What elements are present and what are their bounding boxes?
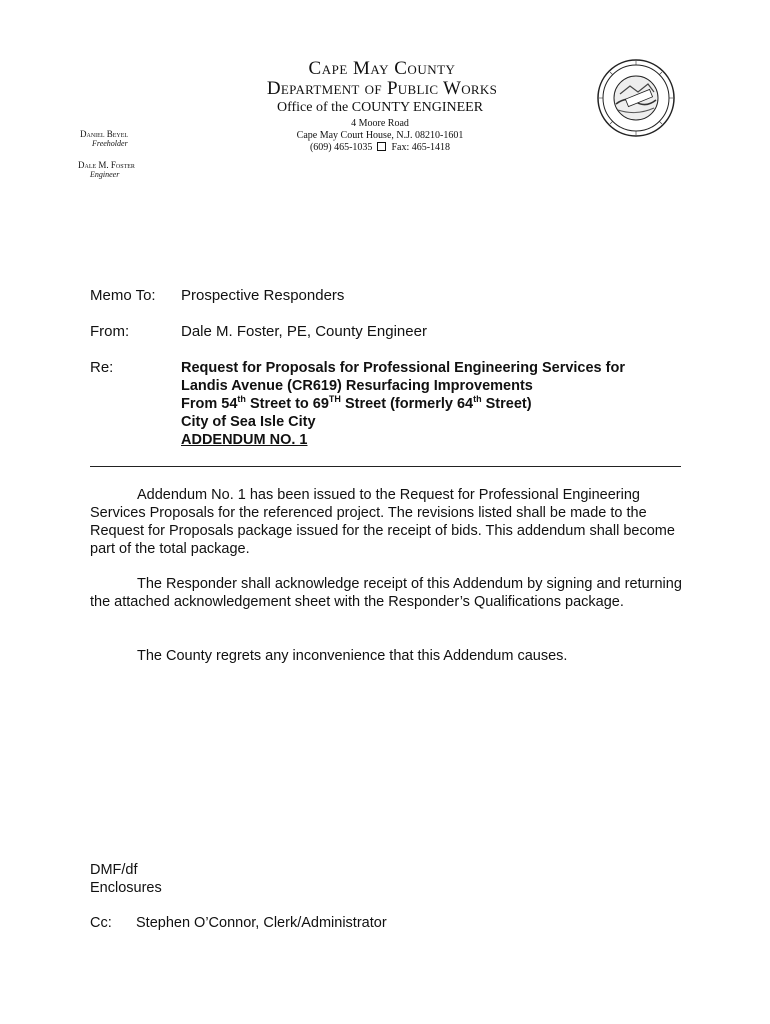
phone-fax-line [260,142,500,154]
paragraph-1-text: Addendum No. 1 has been issued to the Request for Professional Engineering Services Proposals for the referenced project. The revisions listed shall be made to the Request for Proposals package issued for the receipt of bids. This addendum shall become part of the total package. [90,487,675,557]
divider [90,466,681,467]
from-value: Dale M. Foster, PE, County Engineer [181,323,427,340]
re-line-4: City of Sea Isle City [181,414,316,430]
re-label: Re: [90,359,114,376]
letterhead-department: Department of Public Works [266,78,498,99]
county-seal-icon [596,58,676,138]
address-line-1: 4 Moore Road [351,118,409,129]
engineer-block [78,160,135,179]
initials: DMF/df [90,862,138,878]
letterhead-county: Cape May County [308,58,456,79]
re-line-3-part: From 54 [181,396,238,412]
ordinal-suffix: TH [328,394,341,405]
letterhead-office: Office of the COUNTY ENGINEER [276,100,484,115]
cc-value: Stephen O’Connor, Clerk/Administrator [136,915,387,931]
fax-number: Fax: 465-1418 [391,142,451,153]
paragraph-2-text: The Responder shall acknowledge receipt of this Addendum by signing and returning the attached acknowledgement sheet with the Responder’s Qualifications package. [90,576,682,610]
memo-to-value: Prospective Responders [181,287,345,304]
memo-to-label: Memo To: [90,287,156,304]
paragraph-2 [90,575,682,611]
phone-number: (609) 465-1035 [309,142,373,153]
cc-label: Cc: [90,915,112,931]
separator-box-icon [377,142,386,151]
re-line-2: Landis Avenue (CR619) Resurfacing Improvements [181,378,533,394]
freeholder-block [80,129,128,148]
address-line-2: Cape May Court House, N.J. 08210-1601 [296,130,464,141]
ordinal-suffix: th [473,394,482,405]
addendum-title: ADDENDUM NO. 1 [181,432,308,448]
re-line-3-part: Street to 69 [245,396,329,412]
re-line-1: Request for Proposals for Professional Engineering Services for [181,360,625,376]
letterhead-address [260,118,500,154]
re-line-3-part: Street (formerly 64 [340,396,474,412]
re-subject [181,359,625,449]
re-line-3 [181,395,625,413]
from-label: From: [90,323,130,340]
paragraph-3-text: The County regrets any inconvenience that this Addendum causes. [137,648,568,664]
re-line-3-part: Street) [481,396,532,412]
freeholder-title: Freeholder [92,139,128,148]
engineer-title: Engineer [90,170,120,179]
paragraph-1 [90,486,682,558]
freeholder-name: Daniel Beyel [80,129,129,139]
engineer-name: Dale M. Foster [78,160,135,170]
paragraph-3 [90,647,682,665]
enclosures: Enclosures [90,880,162,896]
ordinal-suffix: th [237,394,246,405]
